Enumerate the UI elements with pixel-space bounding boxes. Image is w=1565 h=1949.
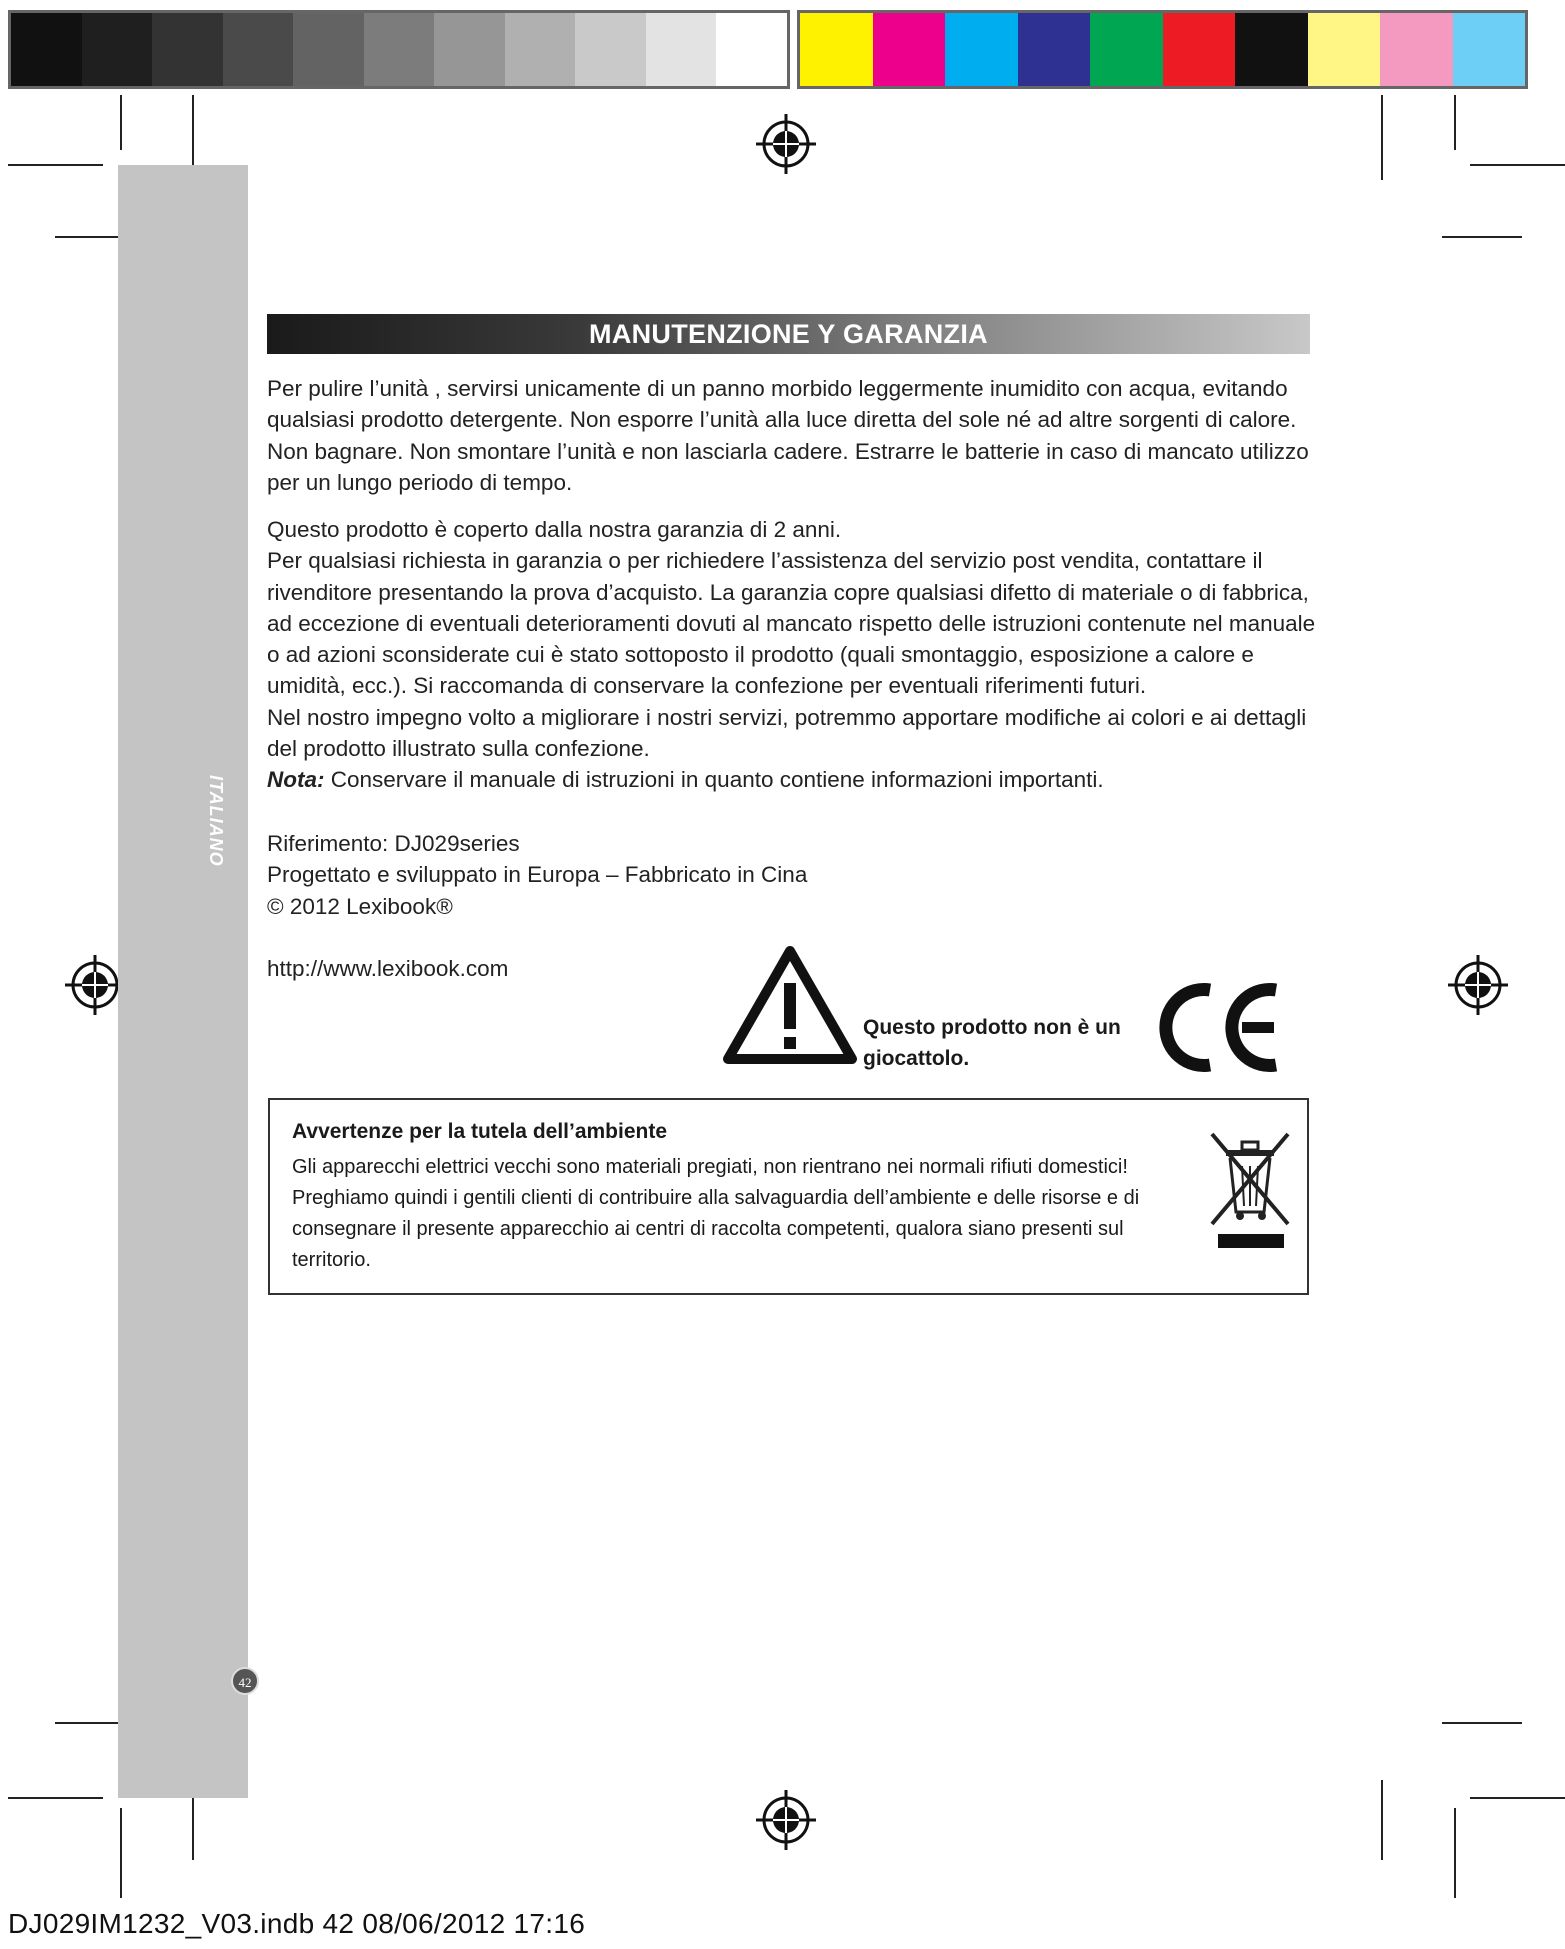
crop-mark: [1381, 1780, 1383, 1860]
crop-mark: [120, 1808, 122, 1898]
color-swatch: [646, 13, 717, 86]
color-swatch: [1235, 13, 1308, 86]
color-swatch: [1308, 13, 1381, 86]
crop-mark: [8, 1797, 103, 1799]
crop-mark: [1470, 1797, 1565, 1799]
crop-mark: [1470, 164, 1565, 166]
crop-mark: [1442, 1722, 1522, 1724]
registration-mark-icon: [754, 1788, 818, 1852]
crop-mark: [1442, 236, 1522, 238]
note-line: [267, 764, 1317, 795]
color-swatch: [1090, 13, 1163, 86]
crop-mark: [1454, 1808, 1456, 1898]
gray-calibration-bar: [8, 10, 790, 89]
crop-mark: [1454, 95, 1456, 150]
reference-code: Riferimento: DJ029series: [267, 831, 520, 856]
maintenance-paragraph: [267, 373, 1317, 498]
warranty-body: Per qualsiasi richiesta in garanzia o per richiedere l’assistenza del servizio post vendita, contattare il rivenditore presentando la prova d’acquisto. La garanzia copre qualsiasi difetto di materiale o di fabbrica, ad eccezione di eventuali deterioramenti dovuti al mancato rispetto delle istruzioni contenute nel manuale o ad azioni sconsiderate cui è stato sottoposto il prodotto (quali smontaggio, esposizione a calore e umidità, ecc.). Si raccomanda di conservare la confezione per eventuali riferimenti futuri.: [267, 548, 1316, 699]
crop-mark: [1381, 95, 1383, 180]
color-swatch: [800, 13, 873, 86]
reference-block: [267, 828, 1317, 922]
crossed-bin-icon: [1206, 1128, 1294, 1253]
page-number: 42: [231, 1667, 259, 1695]
note-label: Nota:: [267, 767, 325, 793]
color-swatch: [434, 13, 505, 86]
improvement-note: Nel nostro impegno volto a migliorare i nostri servizi, potremmo apportare modifiche ai colori e ai dettagli del prodotto illustrato sulla confezione.: [267, 704, 1307, 762]
copyright-line: © 2012 Lexibook®: [267, 893, 453, 919]
language-label: ITALIANO: [206, 775, 226, 867]
color-swatch: [1380, 13, 1453, 86]
not-a-toy-warning: [863, 1012, 1143, 1074]
warning-line: giocattolo.: [863, 1047, 970, 1070]
warranty-line: Questo prodotto è coperto dalla nostra garanzia di 2 anni.: [267, 517, 842, 542]
color-swatch: [716, 13, 787, 86]
crop-mark: [120, 95, 122, 150]
color-swatch: [945, 13, 1018, 86]
color-swatch: [364, 13, 435, 86]
print-footer: DJ029IM1232_V03.indb 42 08/06/2012 17:16: [8, 1908, 586, 1939]
environment-notice-box: [268, 1098, 1309, 1295]
color-swatch: [1163, 13, 1236, 86]
registration-mark-icon: [1446, 953, 1510, 1017]
color-swatch: [1453, 13, 1526, 86]
warning-triangle-icon: [722, 945, 858, 1067]
color-swatch: [575, 13, 646, 86]
website-link[interactable]: http://www.lexibook.com: [267, 956, 509, 981]
color-swatch: [82, 13, 153, 86]
color-swatch: [11, 13, 82, 86]
maintenance-text: Per pulire l’unità , servirsi unicamente di un panno morbido leggermente inumidito con acqua, evitando qualsiasi prodotto detergente. Non esporre l’unità alla luce diretta del sole né ad altre sorgenti di calore. Non bagnare. Non smontare l’unità e non lasciarla cadere. Estrarre le batterie in caso di mancato utilizzo per un lungo periodo di tempo.: [267, 376, 1309, 495]
color-swatch: [152, 13, 223, 86]
color-swatch: [293, 13, 364, 86]
color-swatch: [1018, 13, 1091, 86]
note-text: Conservare il manuale di istruzioni in quanto contiene informazioni importanti.: [324, 767, 1104, 793]
origin-line: Progettato e sviluppato in Europa – Fabbricato in Cina: [267, 862, 808, 888]
warning-line: Questo prodotto non è un: [863, 1016, 1121, 1039]
environment-body: Gli apparecchi elettrici vecchi sono materiali pregiati, non rientrano nei normali rifiuti domestici! Preghiamo quindi i gentili clienti di contribuire alla salvaguardia dell’ambiente e delle risorse e di consegnare il presente apparecchio ai centri di raccolta competenti, qualora siano presenti sul territorio.: [292, 1156, 1140, 1271]
environment-title: Avvertenze per la tutela dell’ambiente: [292, 1120, 668, 1143]
warranty-section: [267, 514, 1317, 796]
crop-mark: [8, 164, 103, 166]
color-swatch: [873, 13, 946, 86]
section-heading: MANUTENZIONE Y GARANZIA: [267, 314, 1310, 354]
ce-mark-icon: [1158, 980, 1288, 1075]
color-calibration-bar: [797, 10, 1528, 89]
color-swatch: [223, 13, 294, 86]
color-swatch: [505, 13, 576, 86]
side-strip: [118, 165, 248, 1798]
registration-mark-icon: [754, 112, 818, 176]
